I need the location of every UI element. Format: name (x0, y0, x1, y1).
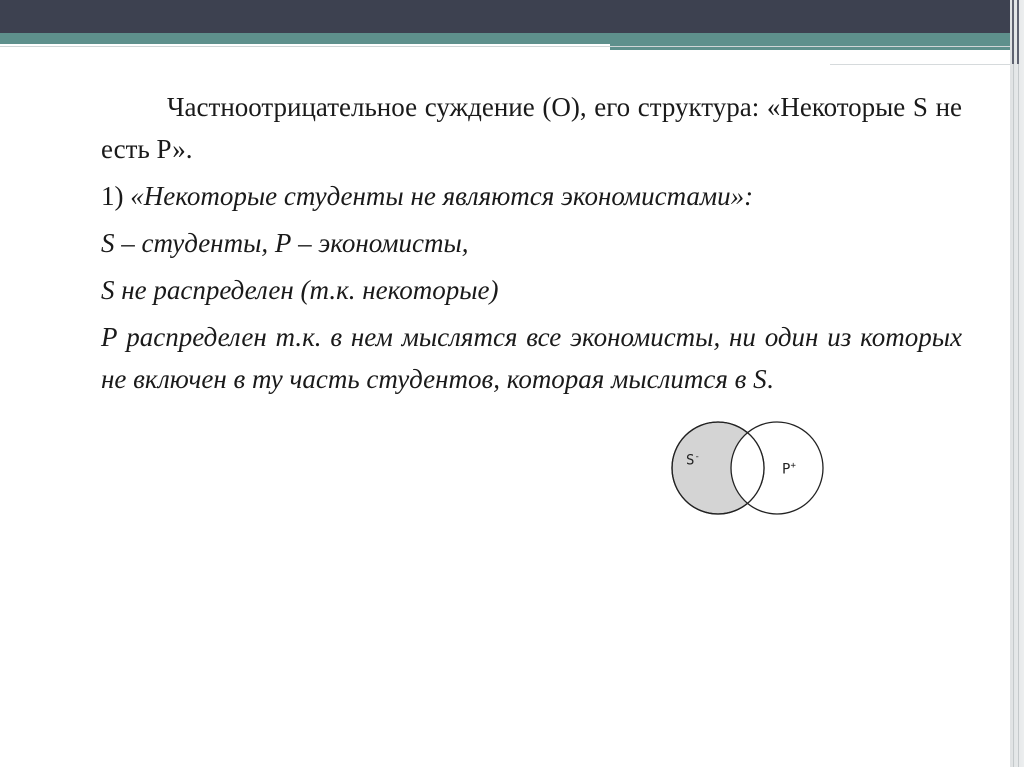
definition-paragraph (101, 86, 962, 170)
definition-structure: «Некоторые S не есть Р». (101, 92, 963, 164)
example-text: «Некоторые студенты не являются экономистами»: (130, 181, 754, 211)
venn-label-s (686, 452, 700, 469)
venn-s-mark: - (694, 452, 700, 462)
header-divider-line-right (830, 64, 1010, 65)
edge-line (1018, 0, 1019, 767)
example-number: 1) (101, 181, 131, 211)
page-right-edge (1010, 0, 1024, 767)
definition-text: Частноотрицательное суждение (О), его структура: (167, 92, 760, 122)
predicate-distribution-text: Р распределен т.к. в нем мыслятся все экономисты, ни один из которых не включен в ту часть студентов, которая мыслится в (101, 322, 962, 394)
header-accent-strip-right (610, 44, 1010, 50)
header-divider-line (0, 46, 1010, 47)
venn-label-p (782, 461, 796, 478)
predicate-distribution-paragraph (101, 316, 962, 400)
predicate-distribution-s: S (753, 364, 767, 394)
edge-dark-mark (1012, 0, 1014, 64)
venn-p-letter: P (782, 461, 791, 478)
header-accent-strip (0, 33, 1010, 44)
slide-body (101, 86, 962, 405)
subject-distribution-paragraph: S не распределен (т.к. некоторые) (101, 275, 499, 305)
predicate-distribution-period: . (766, 364, 774, 394)
edge-line (1013, 0, 1014, 767)
header-bar (0, 0, 1024, 33)
venn-p-mark: + (790, 461, 796, 471)
venn-s-letter: S (686, 452, 695, 469)
example-paragraph (101, 175, 962, 217)
terms-paragraph: S – студенты, Р – экономисты, (101, 228, 469, 258)
edge-dark-mark (1017, 0, 1019, 64)
